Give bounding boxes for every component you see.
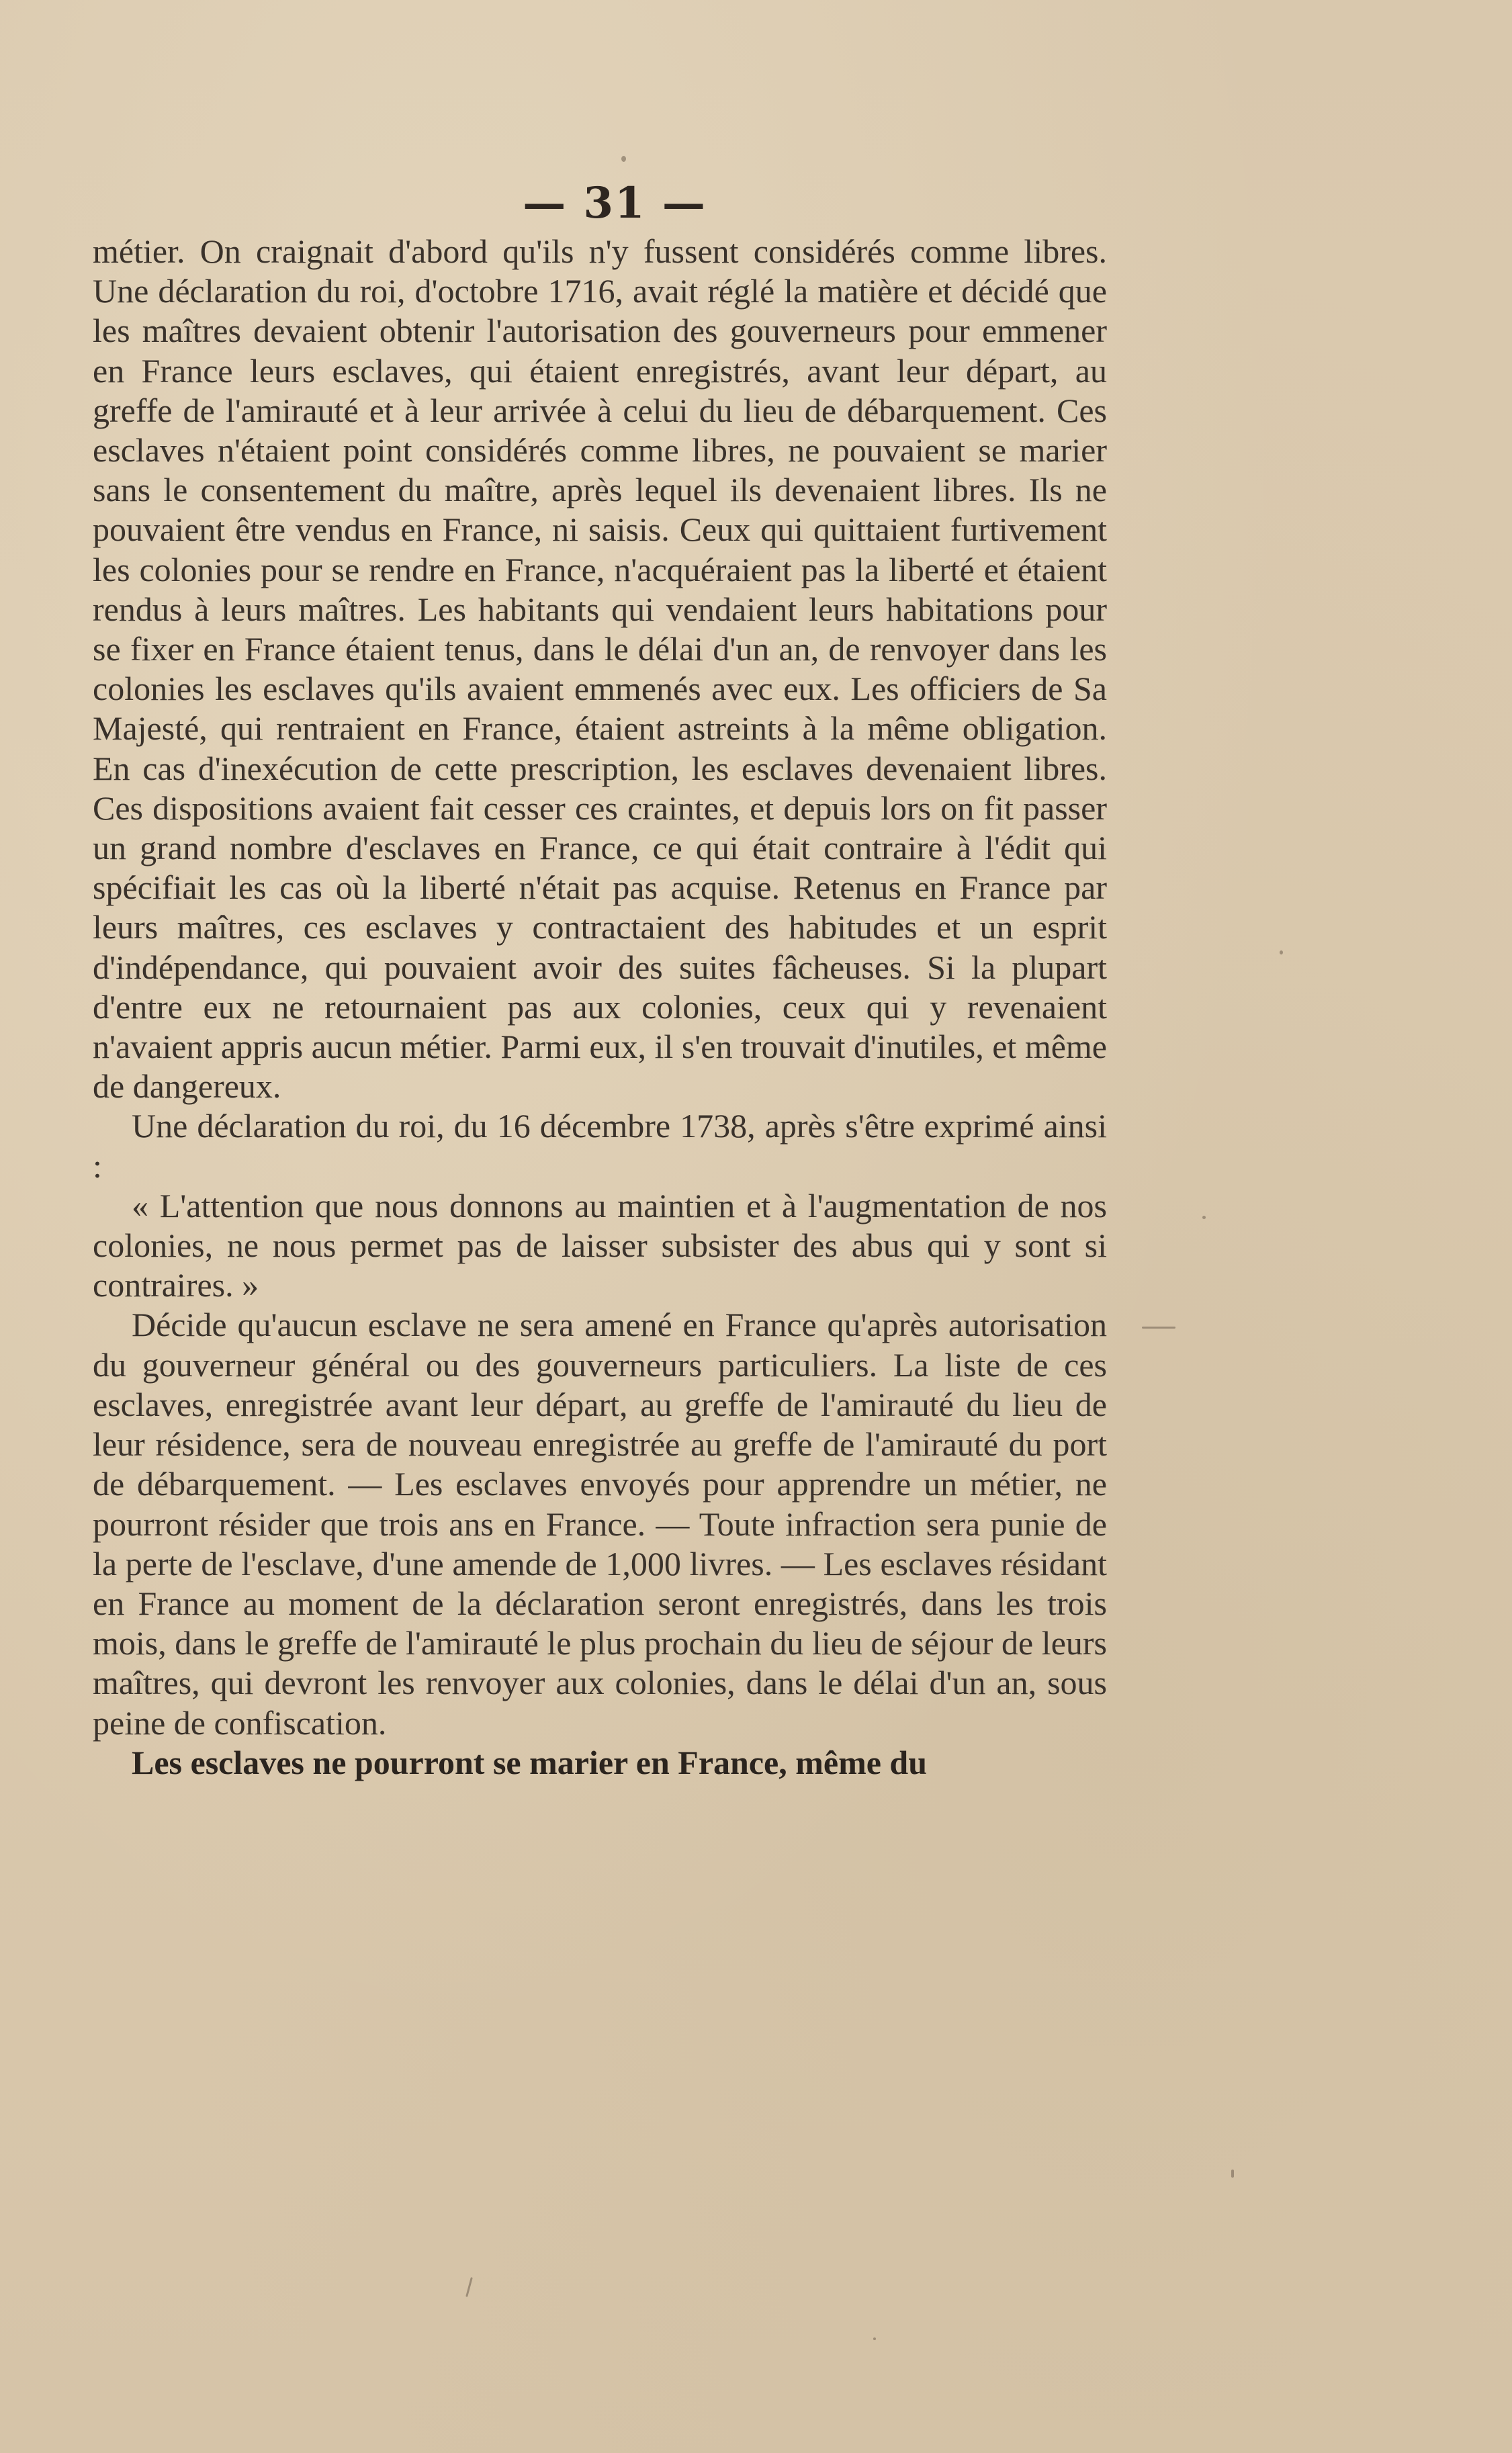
paper-speck [1280,950,1283,954]
page-number: — 31 — [523,178,707,228]
paragraph-5: Les esclaves ne pourront se marier en France, même du [132,1743,928,1781]
paper-speck [465,2277,473,2297]
paper-speck [873,2337,876,2340]
paper-speck [1142,1327,1175,1329]
paragraph-1: métier. On craignait d'abord qu'ils n'y fussent considérés comme libres. Une déclaration du roi, d'octobre 1716, avait réglé la matière et décidé que les maîtres devaient obtenir l'autorisation des gouverneurs pour emmener en France leurs esclaves, qui étaient enregistrés, avant leur départ, au greffe de l'amirauté et à leur arrivée à celui du lieu de débarquement. Ces esclaves n'étaient point considérés comme libres, ne pouvaient se marier sans le consentement du maître, après lequel ils devenaient libres. Ils ne pouvaient être vendus en France, ni saisis. Ceux qui quittaient furtivement les colonies pour se rendre en France, n'acquéraient pas la liberté et étaient rendus à leurs maîtres. Les habitants qui vendaient leurs habitations pour se fixer en France étaient tenus, dans le délai d'un an, de renvoyer dans les colonies les esclaves qu'ils avaient emmenés avec eux. Les officiers de Sa Majesté, qui rentraient en France, étaient astreints à la même obligation. En cas d'inexécution de cette prescription, les esclaves devenaient libres. Ces dispositions avaient fait cesser ces craintes, et depuis lors on fit passer un grand nombre d'esclaves en France, ce qui était contraire à l'édit qui spécifiait les cas où la liberté n'était pas acquise. Retenus en France par leurs maîtres, ces esclaves y contractaient des habitudes et un esprit d'indépendance, qui pouvaient avoir des suites fâcheuses. Si la plupart d'entre eux ne retournaient pas aux colonies, ceux qui y revenaient n'avaient appris aucun métier. Parmi eux, il s'en trouvait d'inutiles, et même de dangereux. [93,232,1107,1106]
body-text [93,232,1107,1783]
paper-speck [1202,1216,1206,1219]
paragraph-3-quote: « L'attention que nous donnons au maintien et à l'augmentation de nos colonies, ne nous permet pas de laisser subsister des abus qui y sont si contraires. » [93,1186,1107,1304]
paragraph-2: Une déclaration du roi, du 16 décembre 1738, après s'être exprimé ainsi : [93,1107,1107,1185]
paper-speck [621,156,626,162]
paragraph-4: Décide qu'aucun esclave ne sera amené en France qu'après autorisation du gouverneur général ou des gouverneurs particuliers. La liste de ces esclaves, enregistrée avant leur départ, au greffe de l'amirauté du lieu de leur résidence, sera de nouveau enregistrée au greffe de l'amirauté du port de débarquement. — Les esclaves envoyés pour apprendre un métier, ne pourront résider que trois ans en France. — Toute infraction sera punie de la perte de l'esclave, d'une amende de 1,000 livres. — Les esclaves résidant en France au moment de la déclaration seront enregistrés, dans les trois mois, dans le greffe de l'amirauté le plus prochain du lieu de séjour de leurs maîtres, qui devront les renvoyer aux colonies, dans le délai d'un an, sous peine de confiscation. [93,1306,1107,1742]
paper-speck [1231,2170,1234,2178]
